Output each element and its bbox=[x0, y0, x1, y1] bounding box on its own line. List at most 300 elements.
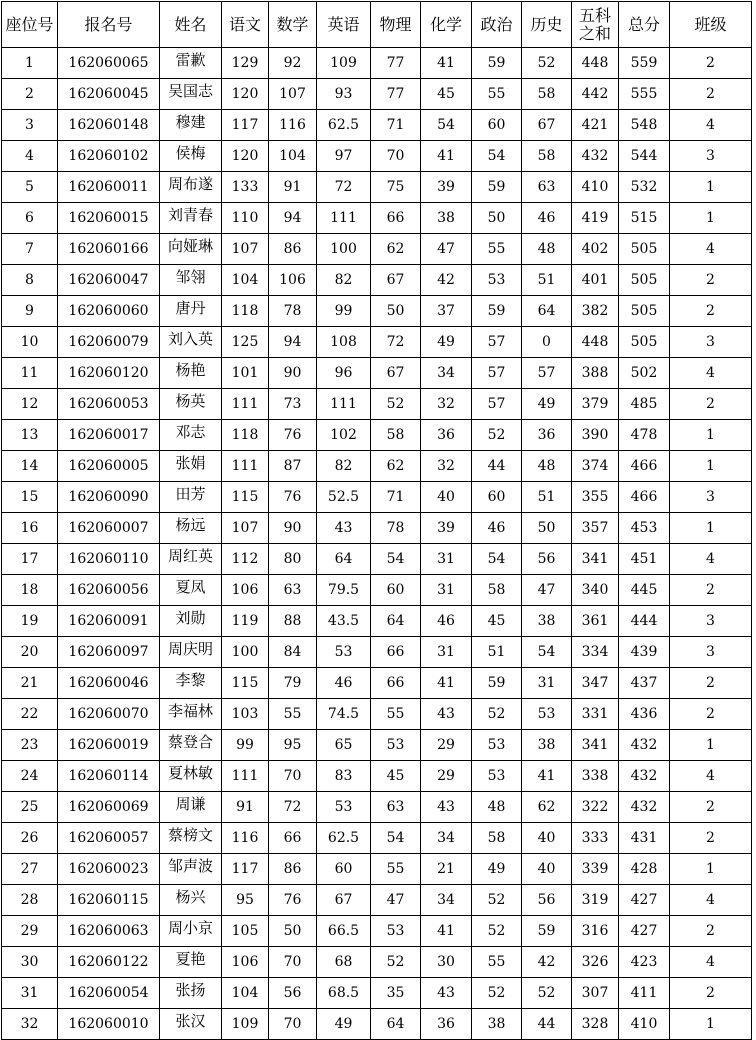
student-name-text: 张娟 bbox=[175, 454, 206, 472]
five-subject-sum-cell: 448 bbox=[572, 327, 619, 358]
english-score-cell: 72 bbox=[317, 172, 371, 203]
table-row bbox=[2, 389, 752, 420]
english-score-cell: 100 bbox=[317, 234, 371, 265]
table-row bbox=[2, 203, 752, 234]
physics-score-cell: 64 bbox=[371, 1009, 421, 1040]
class-cell: 3 bbox=[670, 141, 752, 172]
politics-score-cell: 52 bbox=[472, 978, 522, 1009]
student-name-text: 杨艳 bbox=[175, 361, 206, 379]
class-cell: 2 bbox=[670, 916, 752, 947]
table-row bbox=[2, 575, 752, 606]
total-score-cell: 411 bbox=[619, 978, 670, 1009]
registration-number-cell: 162060063 bbox=[58, 916, 160, 947]
politics-score-cell: 49 bbox=[472, 854, 522, 885]
seat-number-cell: 3 bbox=[2, 110, 58, 141]
table-row bbox=[2, 637, 752, 668]
english-score-cell: 68 bbox=[317, 947, 371, 978]
history-score-cell: 38 bbox=[522, 730, 572, 761]
class-cell: 2 bbox=[670, 699, 752, 730]
math-score-cell: 104 bbox=[269, 141, 317, 172]
registration-number-cell: 162060148 bbox=[58, 110, 160, 141]
chemistry-score-cell: 40 bbox=[421, 482, 472, 513]
class-cell: 3 bbox=[670, 637, 752, 668]
politics-score-cell: 45 bbox=[472, 606, 522, 637]
registration-number-cell: 162060005 bbox=[58, 451, 160, 482]
chinese-score-cell: 106 bbox=[222, 947, 269, 978]
student-name-text: 蔡登合 bbox=[167, 733, 213, 751]
chemistry-score-cell: 49 bbox=[421, 327, 472, 358]
chemistry-score-cell: 43 bbox=[421, 699, 472, 730]
politics-score-cell: 53 bbox=[472, 761, 522, 792]
five-subject-sum-cell: 401 bbox=[572, 265, 619, 296]
physics-score-cell: 54 bbox=[371, 544, 421, 575]
student-name-text: 邓志 bbox=[175, 423, 206, 441]
student-name-cell bbox=[160, 389, 222, 420]
math-score-cell: 56 bbox=[269, 978, 317, 1009]
total-score-cell: 466 bbox=[619, 451, 670, 482]
english-score-cell: 67 bbox=[317, 885, 371, 916]
student-name-text: 蔡榜文 bbox=[167, 826, 213, 844]
history-score-cell: 31 bbox=[522, 668, 572, 699]
seat-number-cell: 29 bbox=[2, 916, 58, 947]
chinese-score-cell: 111 bbox=[222, 451, 269, 482]
seat-number-header: 座位号 bbox=[2, 2, 58, 48]
seat-number-cell: 7 bbox=[2, 234, 58, 265]
registration-number-cell: 162060019 bbox=[58, 730, 160, 761]
politics-score-cell: 44 bbox=[472, 451, 522, 482]
five-subject-sum-cell: 355 bbox=[572, 482, 619, 513]
registration-number-cell: 162060115 bbox=[58, 885, 160, 916]
chemistry-score-cell: 32 bbox=[421, 389, 472, 420]
table-row bbox=[2, 947, 752, 978]
math-score-cell: 86 bbox=[269, 854, 317, 885]
history-score-cell: 44 bbox=[522, 1009, 572, 1040]
total-score-cell: 431 bbox=[619, 823, 670, 854]
total-score-cell: 410 bbox=[619, 1009, 670, 1040]
five-subject-sum-cell: 410 bbox=[572, 172, 619, 203]
student-name-cell bbox=[160, 823, 222, 854]
five-subject-sum-cell: 432 bbox=[572, 141, 619, 172]
chemistry-score-cell: 31 bbox=[421, 544, 472, 575]
math-score-cell: 76 bbox=[269, 420, 317, 451]
seat-number-cell: 26 bbox=[2, 823, 58, 854]
physics-score-cell: 67 bbox=[371, 265, 421, 296]
student-name-cell bbox=[160, 544, 222, 575]
politics-score-cell: 57 bbox=[472, 358, 522, 389]
chinese-score-cell: 109 bbox=[222, 1009, 269, 1040]
chinese-score-cell: 100 bbox=[222, 637, 269, 668]
math-score-cell: 79 bbox=[269, 668, 317, 699]
chemistry-score-cell: 37 bbox=[421, 296, 472, 327]
student-name-text: 夏艳 bbox=[175, 950, 206, 968]
physics-score-cell: 45 bbox=[371, 761, 421, 792]
seat-number-cell: 1 bbox=[2, 48, 58, 79]
history-score-cell: 40 bbox=[522, 854, 572, 885]
english-score-cell: 82 bbox=[317, 451, 371, 482]
seat-number-cell: 5 bbox=[2, 172, 58, 203]
student-name-text: 吴国志 bbox=[167, 82, 213, 100]
history-score-cell: 51 bbox=[522, 482, 572, 513]
physics-score-cell: 66 bbox=[371, 668, 421, 699]
chemistry-score-cell: 46 bbox=[421, 606, 472, 637]
student-name-text: 张汉 bbox=[175, 1012, 206, 1030]
student-name-cell bbox=[160, 575, 222, 606]
class-cell: 4 bbox=[670, 761, 752, 792]
registration-number-cell: 162060079 bbox=[58, 327, 160, 358]
table-row bbox=[2, 482, 752, 513]
seat-number-cell: 2 bbox=[2, 79, 58, 110]
physics-score-cell: 52 bbox=[371, 947, 421, 978]
history-score-cell: 50 bbox=[522, 513, 572, 544]
history-score-cell: 63 bbox=[522, 172, 572, 203]
physics-score-cell: 75 bbox=[371, 172, 421, 203]
politics-score-cell: 57 bbox=[472, 327, 522, 358]
math-header: 数学 bbox=[269, 2, 317, 48]
registration-number-cell: 162060047 bbox=[58, 265, 160, 296]
math-score-cell: 90 bbox=[269, 358, 317, 389]
politics-score-cell: 59 bbox=[472, 48, 522, 79]
student-name-text: 田芳 bbox=[175, 485, 206, 503]
five-subject-sum-cell: 382 bbox=[572, 296, 619, 327]
chemistry-score-cell: 54 bbox=[421, 110, 472, 141]
chinese-score-cell: 117 bbox=[222, 854, 269, 885]
total-score-cell: 445 bbox=[619, 575, 670, 606]
table-row bbox=[2, 296, 752, 327]
student-name-cell bbox=[160, 110, 222, 141]
chinese-score-cell: 120 bbox=[222, 141, 269, 172]
seat-number-cell: 13 bbox=[2, 420, 58, 451]
chinese-score-cell: 111 bbox=[222, 389, 269, 420]
physics-header: 物理 bbox=[371, 2, 421, 48]
student-name-text: 夏凤 bbox=[175, 578, 206, 596]
registration-number-cell: 162060057 bbox=[58, 823, 160, 854]
five-subject-sum-cell: 316 bbox=[572, 916, 619, 947]
chinese-score-cell: 115 bbox=[222, 482, 269, 513]
math-score-cell: 88 bbox=[269, 606, 317, 637]
chinese-score-cell: 91 bbox=[222, 792, 269, 823]
student-name-cell bbox=[160, 203, 222, 234]
registration-number-cell: 162060114 bbox=[58, 761, 160, 792]
five-subject-sum-cell: 328 bbox=[572, 1009, 619, 1040]
politics-score-cell: 55 bbox=[472, 234, 522, 265]
registration-number-cell: 162060060 bbox=[58, 296, 160, 327]
politics-score-cell: 59 bbox=[472, 668, 522, 699]
student-name-cell bbox=[160, 730, 222, 761]
chemistry-score-cell: 36 bbox=[421, 1009, 472, 1040]
total-score-cell: 423 bbox=[619, 947, 670, 978]
registration-number-cell: 162060053 bbox=[58, 389, 160, 420]
history-score-cell: 47 bbox=[522, 575, 572, 606]
table-row bbox=[2, 823, 752, 854]
five-subject-sum-cell: 341 bbox=[572, 730, 619, 761]
chemistry-score-cell: 36 bbox=[421, 420, 472, 451]
class-cell: 2 bbox=[670, 978, 752, 1009]
physics-score-cell: 53 bbox=[371, 916, 421, 947]
five-subject-sum-header: 五科之和 bbox=[572, 2, 619, 48]
registration-number-cell: 162060017 bbox=[58, 420, 160, 451]
history-score-cell: 42 bbox=[522, 947, 572, 978]
chemistry-score-cell: 34 bbox=[421, 823, 472, 854]
class-cell: 4 bbox=[670, 544, 752, 575]
total-score-cell: 444 bbox=[619, 606, 670, 637]
chemistry-score-cell: 34 bbox=[421, 358, 472, 389]
math-score-cell: 106 bbox=[269, 265, 317, 296]
chemistry-score-cell: 41 bbox=[421, 48, 472, 79]
politics-score-cell: 48 bbox=[472, 792, 522, 823]
seat-number-cell: 20 bbox=[2, 637, 58, 668]
registration-number-cell: 162060102 bbox=[58, 141, 160, 172]
table-row bbox=[2, 544, 752, 575]
chemistry-score-cell: 38 bbox=[421, 203, 472, 234]
chinese-score-cell: 106 bbox=[222, 575, 269, 606]
five-subject-sum-cell: 339 bbox=[572, 854, 619, 885]
seat-number-cell: 16 bbox=[2, 513, 58, 544]
five-subject-sum-cell: 388 bbox=[572, 358, 619, 389]
table-row bbox=[2, 978, 752, 1009]
student-name-text: 刘勋 bbox=[175, 609, 206, 627]
registration-number-cell: 162060166 bbox=[58, 234, 160, 265]
english-score-cell: 111 bbox=[317, 203, 371, 234]
english-score-cell: 62.5 bbox=[317, 823, 371, 854]
politics-score-cell: 54 bbox=[472, 141, 522, 172]
history-score-cell: 67 bbox=[522, 110, 572, 141]
table-row bbox=[2, 79, 752, 110]
student-name-text: 杨远 bbox=[175, 516, 206, 534]
english-score-cell: 109 bbox=[317, 48, 371, 79]
math-score-cell: 91 bbox=[269, 172, 317, 203]
politics-score-cell: 53 bbox=[472, 265, 522, 296]
total-score-cell: 515 bbox=[619, 203, 670, 234]
student-name-text: 侯梅 bbox=[175, 144, 206, 162]
math-score-cell: 86 bbox=[269, 234, 317, 265]
physics-score-cell: 55 bbox=[371, 854, 421, 885]
seat-number-cell: 17 bbox=[2, 544, 58, 575]
five-subject-sum-cell: 421 bbox=[572, 110, 619, 141]
student-name-cell bbox=[160, 513, 222, 544]
english-score-cell: 62.5 bbox=[317, 110, 371, 141]
registration-number-cell: 162060110 bbox=[58, 544, 160, 575]
student-name-cell bbox=[160, 1009, 222, 1040]
class-cell: 2 bbox=[670, 48, 752, 79]
seat-number-cell: 21 bbox=[2, 668, 58, 699]
math-score-cell: 66 bbox=[269, 823, 317, 854]
registration-number-cell: 162060090 bbox=[58, 482, 160, 513]
english-score-cell: 46 bbox=[317, 668, 371, 699]
politics-score-cell: 38 bbox=[472, 1009, 522, 1040]
student-name-text: 李黎 bbox=[175, 671, 206, 689]
total-score-cell: 505 bbox=[619, 234, 670, 265]
chinese-score-cell: 110 bbox=[222, 203, 269, 234]
history-score-cell: 56 bbox=[522, 885, 572, 916]
five-subject-sum-cell: 307 bbox=[572, 978, 619, 1009]
student-name-text: 杨英 bbox=[175, 392, 206, 410]
student-name-text: 夏林敏 bbox=[167, 764, 213, 782]
math-score-cell: 87 bbox=[269, 451, 317, 482]
chemistry-score-cell: 31 bbox=[421, 575, 472, 606]
history-score-cell: 64 bbox=[522, 296, 572, 327]
class-cell: 4 bbox=[670, 234, 752, 265]
english-score-cell: 53 bbox=[317, 792, 371, 823]
chinese-score-cell: 120 bbox=[222, 79, 269, 110]
math-score-cell: 116 bbox=[269, 110, 317, 141]
table-body bbox=[2, 48, 752, 1040]
student-name-cell bbox=[160, 451, 222, 482]
english-score-cell: 108 bbox=[317, 327, 371, 358]
chinese-score-cell: 112 bbox=[222, 544, 269, 575]
history-score-cell: 52 bbox=[522, 978, 572, 1009]
table-row bbox=[2, 730, 752, 761]
physics-score-cell: 66 bbox=[371, 637, 421, 668]
english-score-cell: 68.5 bbox=[317, 978, 371, 1009]
physics-score-cell: 53 bbox=[371, 730, 421, 761]
chinese-score-cell: 129 bbox=[222, 48, 269, 79]
class-cell: 2 bbox=[670, 79, 752, 110]
math-score-cell: 50 bbox=[269, 916, 317, 947]
history-header: 历史 bbox=[522, 2, 572, 48]
math-score-cell: 73 bbox=[269, 389, 317, 420]
history-score-cell: 46 bbox=[522, 203, 572, 234]
class-cell: 2 bbox=[670, 265, 752, 296]
chinese-score-cell: 104 bbox=[222, 265, 269, 296]
physics-score-cell: 62 bbox=[371, 451, 421, 482]
registration-number-header: 报名号 bbox=[58, 2, 160, 48]
registration-number-cell: 162060011 bbox=[58, 172, 160, 203]
total-score-cell: 427 bbox=[619, 885, 670, 916]
registration-number-cell: 162060120 bbox=[58, 358, 160, 389]
math-score-cell: 84 bbox=[269, 637, 317, 668]
student-name-text: 邹翎 bbox=[175, 268, 206, 286]
history-score-cell: 48 bbox=[522, 234, 572, 265]
english-score-cell: 96 bbox=[317, 358, 371, 389]
seat-number-cell: 15 bbox=[2, 482, 58, 513]
total-score-cell: 478 bbox=[619, 420, 670, 451]
student-name-cell bbox=[160, 854, 222, 885]
seat-number-cell: 18 bbox=[2, 575, 58, 606]
student-name-cell bbox=[160, 916, 222, 947]
student-name-cell bbox=[160, 48, 222, 79]
chinese-score-cell: 95 bbox=[222, 885, 269, 916]
registration-number-cell: 162060097 bbox=[58, 637, 160, 668]
seat-number-cell: 4 bbox=[2, 141, 58, 172]
five-subject-sum-cell: 379 bbox=[572, 389, 619, 420]
chemistry-score-cell: 34 bbox=[421, 885, 472, 916]
student-name-text: 杨兴 bbox=[175, 888, 206, 906]
student-name-cell bbox=[160, 79, 222, 110]
student-name-cell bbox=[160, 606, 222, 637]
seat-number-cell: 28 bbox=[2, 885, 58, 916]
history-score-cell: 36 bbox=[522, 420, 572, 451]
math-score-cell: 94 bbox=[269, 203, 317, 234]
chemistry-score-cell: 30 bbox=[421, 947, 472, 978]
chemistry-score-cell: 29 bbox=[421, 730, 472, 761]
math-score-cell: 94 bbox=[269, 327, 317, 358]
class-cell: 2 bbox=[670, 823, 752, 854]
student-name-text: 周谦 bbox=[175, 795, 206, 813]
name-header: 姓名 bbox=[160, 2, 222, 48]
five-subject-sum-cell: 319 bbox=[572, 885, 619, 916]
physics-score-cell: 67 bbox=[371, 358, 421, 389]
chinese-score-cell: 119 bbox=[222, 606, 269, 637]
table-row bbox=[2, 916, 752, 947]
class-cell: 1 bbox=[670, 730, 752, 761]
chemistry-score-cell: 29 bbox=[421, 761, 472, 792]
english-score-cell: 111 bbox=[317, 389, 371, 420]
politics-score-cell: 52 bbox=[472, 885, 522, 916]
chemistry-header: 化学 bbox=[421, 2, 472, 48]
seat-number-cell: 24 bbox=[2, 761, 58, 792]
chemistry-score-cell: 47 bbox=[421, 234, 472, 265]
student-name-text: 唐丹 bbox=[175, 299, 206, 317]
math-score-cell: 70 bbox=[269, 761, 317, 792]
five-subject-sum-cell: 347 bbox=[572, 668, 619, 699]
seat-number-cell: 22 bbox=[2, 699, 58, 730]
student-name-cell bbox=[160, 668, 222, 699]
history-score-cell: 57 bbox=[522, 358, 572, 389]
student-name-cell bbox=[160, 482, 222, 513]
student-name-cell bbox=[160, 978, 222, 1009]
table-row bbox=[2, 792, 752, 823]
chinese-score-cell: 117 bbox=[222, 110, 269, 141]
politics-score-cell: 53 bbox=[472, 730, 522, 761]
student-name-text: 邹声波 bbox=[167, 857, 213, 875]
class-cell: 2 bbox=[670, 792, 752, 823]
header-row bbox=[2, 2, 752, 48]
politics-score-cell: 60 bbox=[472, 482, 522, 513]
chinese-score-cell: 99 bbox=[222, 730, 269, 761]
physics-score-cell: 58 bbox=[371, 420, 421, 451]
math-score-cell: 80 bbox=[269, 544, 317, 575]
english-score-cell: 93 bbox=[317, 79, 371, 110]
student-name-cell bbox=[160, 637, 222, 668]
seat-number-cell: 23 bbox=[2, 730, 58, 761]
seat-number-cell: 19 bbox=[2, 606, 58, 637]
student-name-cell bbox=[160, 265, 222, 296]
english-score-cell: 52.5 bbox=[317, 482, 371, 513]
english-score-cell: 43 bbox=[317, 513, 371, 544]
table-row bbox=[2, 420, 752, 451]
seat-number-cell: 27 bbox=[2, 854, 58, 885]
history-score-cell: 53 bbox=[522, 699, 572, 730]
total-score-cell: 432 bbox=[619, 761, 670, 792]
student-name-text: 穆建 bbox=[175, 113, 206, 131]
chinese-score-cell: 133 bbox=[222, 172, 269, 203]
student-name-text: 周红英 bbox=[167, 547, 213, 565]
registration-number-cell: 162060023 bbox=[58, 854, 160, 885]
history-score-cell: 59 bbox=[522, 916, 572, 947]
seat-number-cell: 10 bbox=[2, 327, 58, 358]
math-score-cell: 78 bbox=[269, 296, 317, 327]
total-score-header: 总分 bbox=[619, 2, 670, 48]
physics-score-cell: 66 bbox=[371, 203, 421, 234]
five-subject-sum-cell: 402 bbox=[572, 234, 619, 265]
chinese-score-cell: 118 bbox=[222, 420, 269, 451]
student-name-cell bbox=[160, 296, 222, 327]
table-row bbox=[2, 885, 752, 916]
history-score-cell: 49 bbox=[522, 389, 572, 420]
politics-score-cell: 59 bbox=[472, 172, 522, 203]
chemistry-score-cell: 39 bbox=[421, 513, 472, 544]
table-row bbox=[2, 234, 752, 265]
five-subject-sum-cell: 338 bbox=[572, 761, 619, 792]
math-score-cell: 55 bbox=[269, 699, 317, 730]
five-subject-sum-cell: 331 bbox=[572, 699, 619, 730]
total-score-cell: 555 bbox=[619, 79, 670, 110]
student-name-text: 周布遂 bbox=[167, 175, 213, 193]
chinese-score-cell: 105 bbox=[222, 916, 269, 947]
physics-score-cell: 64 bbox=[371, 606, 421, 637]
table-row bbox=[2, 451, 752, 482]
english-score-cell: 65 bbox=[317, 730, 371, 761]
